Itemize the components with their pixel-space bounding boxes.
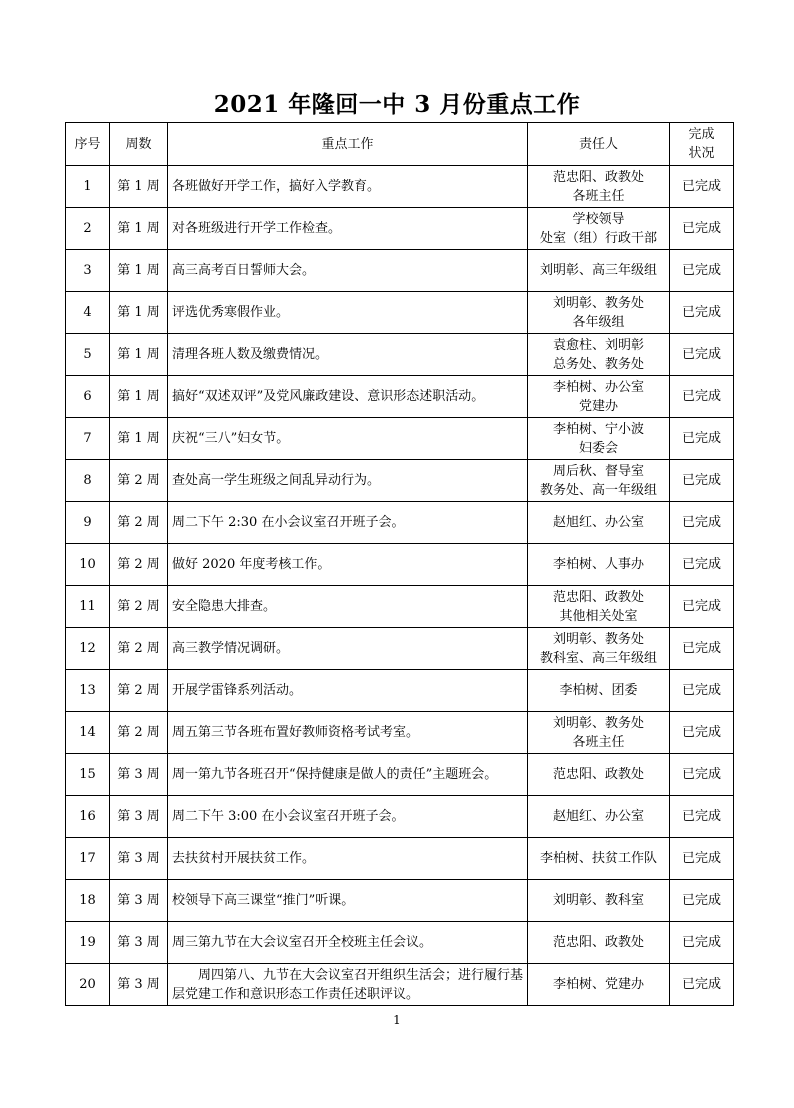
table-row	[66, 208, 734, 250]
table-row	[66, 922, 734, 964]
row-week: 第 2 周	[110, 460, 168, 502]
row-status: 已完成	[670, 376, 734, 418]
row-week: 第 1 周	[110, 166, 168, 208]
row-owner-line: 刘明彰、教务处	[552, 295, 644, 311]
row-owner-line: 范忠阳、政教处	[552, 589, 644, 605]
row-status: 已完成	[670, 250, 734, 292]
row-number: 11	[66, 586, 110, 628]
row-week: 第 3 周	[110, 754, 168, 796]
row-owner-line: 各班主任	[572, 188, 625, 204]
page-title: 2021 年隆回一中 3 月份重点工作	[213, 91, 581, 118]
row-task: 周四第八、九节在大会议室召开组织生活会；进行履行基层党建工作和意识形态工作责任述职评议。	[168, 964, 528, 1006]
row-task: 周五第三节各班布置好教师资格考试考室。	[168, 712, 528, 754]
row-week: 第 1 周	[110, 418, 168, 460]
row-task: 周三第九节在大会议室召开全校班主任会议。	[168, 922, 528, 964]
row-status: 已完成	[670, 334, 734, 376]
row-owner-line: 李柏树、办公室	[552, 379, 644, 395]
header-status-line2: 状况	[688, 146, 715, 161]
row-owner	[528, 250, 670, 292]
row-owner	[528, 376, 670, 418]
table-row	[66, 502, 734, 544]
row-status: 已完成	[670, 838, 734, 880]
row-status: 已完成	[670, 670, 734, 712]
table-row	[66, 712, 734, 754]
row-status: 已完成	[670, 964, 734, 1006]
row-number: 3	[66, 250, 110, 292]
row-number: 8	[66, 460, 110, 502]
row-week: 第 1 周	[110, 208, 168, 250]
row-week: 第 2 周	[110, 586, 168, 628]
row-task: 周一第九节各班召开“保持健康是做人的责任”主题班会。	[168, 754, 528, 796]
row-number: 6	[66, 376, 110, 418]
header-status-line1: 完成	[688, 127, 715, 142]
row-owner	[528, 166, 670, 208]
work-plan-table	[65, 122, 734, 1006]
row-owner-line: 刘明彰、教科室	[552, 893, 644, 908]
table-row	[66, 670, 734, 712]
row-owner-line: 处室（组）行政干部	[539, 230, 657, 246]
row-task: 校领导下高三课堂“推门”听课。	[168, 880, 528, 922]
table-row	[66, 166, 734, 208]
row-number: 15	[66, 754, 110, 796]
row-owner	[528, 586, 670, 628]
row-week: 第 2 周	[110, 628, 168, 670]
row-status: 已完成	[670, 166, 734, 208]
table-row	[66, 376, 734, 418]
row-number: 17	[66, 838, 110, 880]
table-row	[66, 838, 734, 880]
row-status: 已完成	[670, 586, 734, 628]
row-owner	[528, 460, 670, 502]
row-status: 已完成	[670, 628, 734, 670]
table-row	[66, 880, 734, 922]
row-owner-line: 总务处、教务处	[552, 356, 644, 372]
row-owner-line: 赵旭红、办公室	[552, 809, 644, 824]
row-owner-line: 教务处、高一年级组	[539, 482, 657, 498]
row-task: 去扶贫村开展扶贫工作。	[168, 838, 528, 880]
table-row	[66, 628, 734, 670]
row-status: 已完成	[670, 754, 734, 796]
row-owner-line: 赵旭红、办公室	[552, 515, 644, 530]
row-number: 9	[66, 502, 110, 544]
header-status	[670, 123, 734, 166]
header-no: 序号	[66, 123, 110, 166]
table-row	[66, 964, 734, 1006]
row-week: 第 3 周	[110, 796, 168, 838]
row-task: 清理各班人数及缴费情况。	[168, 334, 528, 376]
row-task: 高三高考百日誓师大会。	[168, 250, 528, 292]
table-row	[66, 796, 734, 838]
row-week: 第 2 周	[110, 544, 168, 586]
row-owner-line: 刘明彰、高三年级组	[539, 263, 657, 278]
row-owner-line: 党建办	[578, 398, 618, 414]
row-owner-line: 刘明彰、教务处	[552, 715, 644, 731]
row-number: 18	[66, 880, 110, 922]
row-week: 第 1 周	[110, 292, 168, 334]
row-number: 20	[66, 964, 110, 1006]
row-owner-line: 各班主任	[572, 734, 625, 750]
row-number: 4	[66, 292, 110, 334]
row-status: 已完成	[670, 292, 734, 334]
row-owner	[528, 964, 670, 1006]
row-owner	[528, 292, 670, 334]
row-number: 2	[66, 208, 110, 250]
row-week: 第 2 周	[110, 502, 168, 544]
row-owner	[528, 502, 670, 544]
row-owner	[528, 754, 670, 796]
row-week: 第 1 周	[110, 250, 168, 292]
table-row	[66, 418, 734, 460]
row-week: 第 1 周	[110, 376, 168, 418]
row-owner	[528, 544, 670, 586]
row-owner-line: 各年级组	[572, 314, 625, 330]
header-week: 周数	[110, 123, 168, 166]
row-week: 第 2 周	[110, 670, 168, 712]
row-task: 评选优秀寒假作业。	[168, 292, 528, 334]
row-owner-line: 其他相关处室	[559, 608, 638, 624]
row-week: 第 2 周	[110, 712, 168, 754]
row-number: 14	[66, 712, 110, 754]
row-owner-line: 范忠阳、政教处	[552, 767, 644, 782]
row-number: 16	[66, 796, 110, 838]
row-owner	[528, 208, 670, 250]
row-week: 第 3 周	[110, 964, 168, 1006]
row-owner	[528, 334, 670, 376]
row-owner-line: 妇委会	[578, 440, 618, 456]
row-owner-line: 周后秋、督导室	[552, 463, 644, 479]
row-status: 已完成	[670, 796, 734, 838]
row-task: 对各班级进行开学工作检查。	[168, 208, 528, 250]
row-owner-line: 刘明彰、教务处	[552, 631, 644, 647]
row-status: 已完成	[670, 544, 734, 586]
row-owner	[528, 880, 670, 922]
table-row	[66, 250, 734, 292]
table-row	[66, 292, 734, 334]
row-owner	[528, 838, 670, 880]
row-number: 12	[66, 628, 110, 670]
row-week: 第 3 周	[110, 922, 168, 964]
row-number: 5	[66, 334, 110, 376]
row-status: 已完成	[670, 502, 734, 544]
row-task: 各班做好开学工作，搞好入学教育。	[168, 166, 528, 208]
row-owner-line: 李柏树、团委	[559, 683, 638, 698]
row-status: 已完成	[670, 922, 734, 964]
row-task: 庆祝“三八”妇女节。	[168, 418, 528, 460]
row-owner-line: 李柏树、扶贫工作队	[539, 851, 657, 866]
row-status: 已完成	[670, 208, 734, 250]
row-number: 7	[66, 418, 110, 460]
row-week: 第 3 周	[110, 838, 168, 880]
row-task: 安全隐患大排查。	[168, 586, 528, 628]
row-owner-line: 李柏树、人事办	[552, 557, 644, 572]
table-header-row	[66, 123, 734, 166]
row-owner	[528, 628, 670, 670]
table-row	[66, 334, 734, 376]
row-status: 已完成	[670, 418, 734, 460]
row-owner-line: 教科室、高三年级组	[539, 650, 657, 666]
row-status: 已完成	[670, 880, 734, 922]
row-owner-line: 学校领导	[572, 211, 625, 227]
table-row	[66, 544, 734, 586]
row-number: 10	[66, 544, 110, 586]
table-row	[66, 754, 734, 796]
header-task: 重点工作	[168, 123, 528, 166]
row-task: 查处高一学生班级之间乱异动行为。	[168, 460, 528, 502]
row-owner-line: 李柏树、宁小波	[552, 421, 644, 437]
row-owner-line: 袁愈柱、刘明彰	[552, 337, 644, 353]
row-task: 做好 2020 年度考核工作。	[168, 544, 528, 586]
row-owner	[528, 796, 670, 838]
row-week: 第 3 周	[110, 880, 168, 922]
row-task: 高三教学情况调研。	[168, 628, 528, 670]
page-number: 1	[393, 1013, 401, 1027]
row-week: 第 1 周	[110, 334, 168, 376]
header-owner: 责任人	[528, 123, 670, 166]
table-row	[66, 460, 734, 502]
table-body	[66, 166, 734, 1006]
row-owner-line: 范忠阳、政教处	[552, 935, 644, 950]
row-task: 开展学雷锋系列活动。	[168, 670, 528, 712]
row-owner	[528, 712, 670, 754]
row-owner	[528, 418, 670, 460]
row-number: 19	[66, 922, 110, 964]
row-owner	[528, 922, 670, 964]
row-number: 13	[66, 670, 110, 712]
row-status: 已完成	[670, 712, 734, 754]
row-task: 周二下午 3:00 在小会议室召开班子会。	[168, 796, 528, 838]
row-number: 1	[66, 166, 110, 208]
row-owner-line: 范忠阳、政教处	[552, 169, 644, 185]
row-owner	[528, 670, 670, 712]
row-task: 周二下午 2:30 在小会议室召开班子会。	[168, 502, 528, 544]
row-task: 搞好“双述双评”及党风廉政建设、意识形态述职活动。	[168, 376, 528, 418]
table-row	[66, 586, 734, 628]
row-owner-line: 李柏树、党建办	[552, 977, 644, 992]
row-status: 已完成	[670, 460, 734, 502]
